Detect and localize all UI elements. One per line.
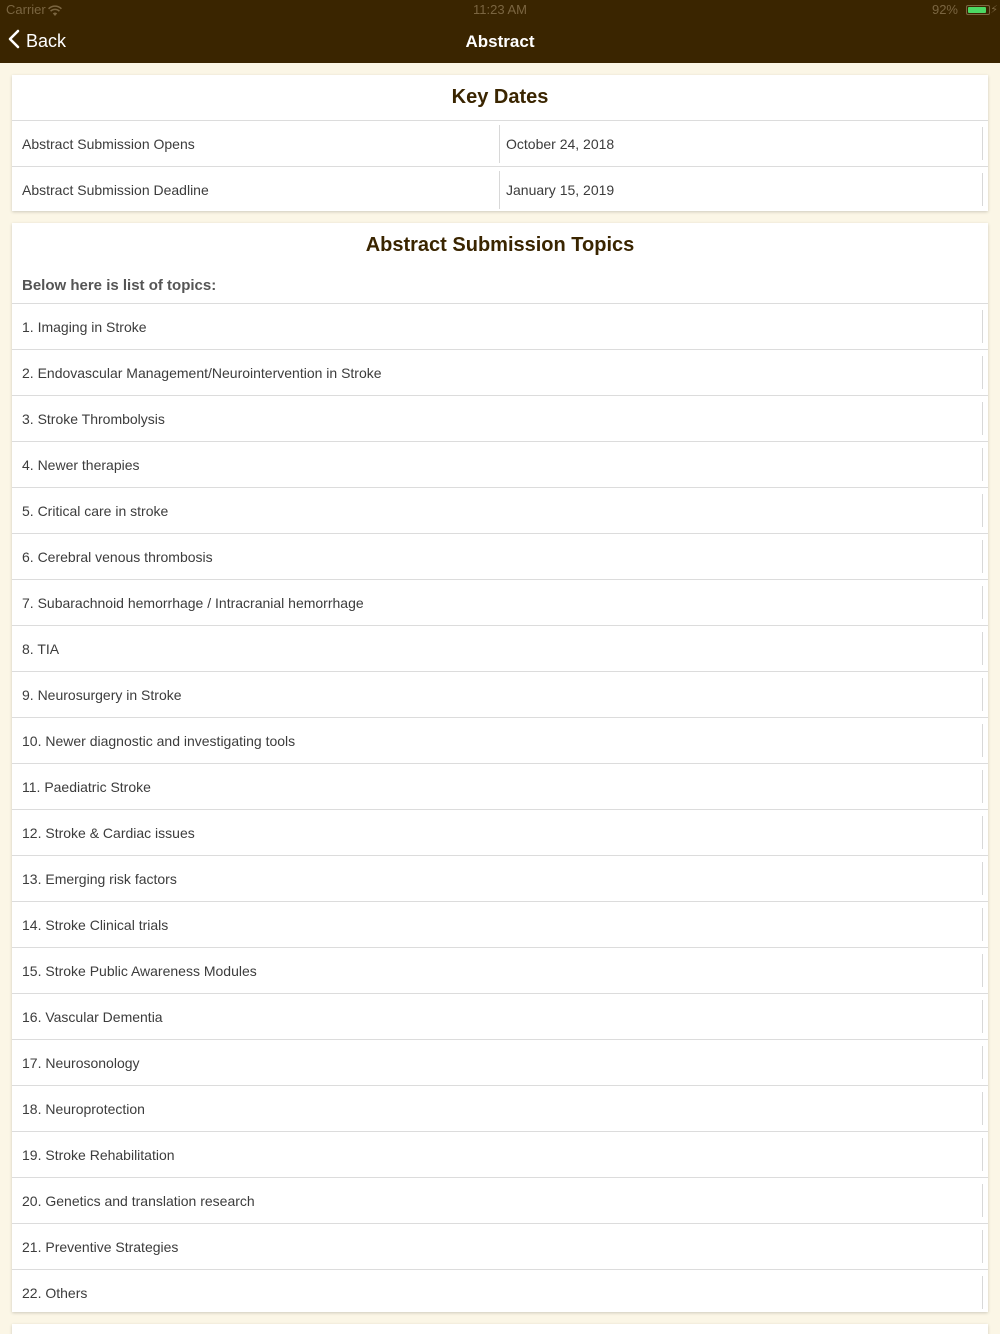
topic-label: 6. Cerebral venous thrombosis [22, 548, 213, 565]
row-divider [982, 448, 983, 481]
key-date-row [12, 166, 988, 212]
carrier-label: Carrier [6, 2, 46, 17]
topic-label: 14. Stroke Clinical trials [22, 916, 169, 933]
charging-icon: ⚡ [990, 4, 998, 16]
row-divider [982, 127, 983, 160]
topic-row [12, 579, 988, 625]
row-divider [982, 724, 983, 757]
key-date-label: Abstract Submission Opens [22, 135, 195, 152]
row-divider [982, 494, 983, 527]
topic-label: 11. Paediatric Stroke [22, 778, 151, 795]
topic-row [12, 901, 988, 947]
topic-label: 19. Stroke Rehabilitation [22, 1146, 175, 1163]
row-divider [982, 770, 983, 803]
row-divider [982, 310, 983, 343]
row-divider [982, 816, 983, 849]
topic-label: 3. Stroke Thrombolysis [22, 410, 165, 427]
topic-label: 13. Emerging risk factors [22, 870, 177, 887]
topics-heading: Abstract Submission Topics [365, 234, 635, 256]
row-divider [982, 1184, 983, 1217]
topic-label: 1. Imaging in Stroke [22, 318, 147, 335]
key-date-value: October 24, 2018 [499, 125, 614, 163]
key-date-label: Abstract Submission Deadline [22, 181, 209, 198]
row-divider [982, 862, 983, 895]
topic-label: 18. Neuroprotection [22, 1100, 145, 1117]
topic-label: 8. TIA [22, 640, 60, 657]
row-divider [982, 1046, 983, 1079]
row-divider [982, 586, 983, 619]
topic-row [12, 303, 988, 349]
topic-label: 15. Stroke Public Awareness Modules [22, 962, 257, 979]
topics-card [12, 223, 988, 1312]
row-divider [982, 356, 983, 389]
row-divider [982, 954, 983, 987]
row-divider [982, 1230, 983, 1263]
battery-percent: 92% [931, 2, 958, 17]
topic-label: 17. Neurosonology [22, 1054, 140, 1071]
topic-row [12, 441, 988, 487]
topic-row [12, 395, 988, 441]
topic-row [12, 1177, 988, 1223]
topic-row [12, 1269, 988, 1315]
row-divider [982, 540, 983, 573]
status-time: 11:23 AM [473, 2, 527, 17]
topic-row [12, 1085, 988, 1131]
topic-row [12, 947, 988, 993]
topic-label: 16. Vascular Dementia [22, 1008, 163, 1025]
topic-row [12, 717, 988, 763]
topic-label: 2. Endovascular Management/Neurointervention in Stroke [22, 364, 382, 381]
topic-row [12, 533, 988, 579]
topic-row [12, 671, 988, 717]
row-divider [982, 632, 983, 665]
topic-row [12, 1039, 988, 1085]
back-label: Back [26, 31, 67, 51]
topic-row [12, 993, 988, 1039]
row-divider [982, 1138, 983, 1171]
row-divider [982, 908, 983, 941]
topic-row [12, 809, 988, 855]
navigation-bar [0, 20, 1000, 63]
topic-row [12, 763, 988, 809]
page-title: Abstract [465, 32, 535, 51]
topic-row [12, 1223, 988, 1269]
topic-label: 22. Others [22, 1284, 88, 1301]
row-divider [982, 1276, 983, 1309]
topic-label: 10. Newer diagnostic and investigating tools [22, 732, 296, 749]
key-dates-heading: Key Dates [451, 86, 549, 108]
row-divider [982, 173, 983, 206]
row-divider [982, 402, 983, 435]
topic-label: 5. Critical care in stroke [22, 502, 169, 519]
key-dates-card [12, 75, 988, 211]
key-date-value: January 15, 2019 [499, 171, 614, 209]
key-date-row [12, 120, 988, 166]
topic-row [12, 349, 988, 395]
row-divider [982, 1092, 983, 1125]
topic-row [12, 625, 988, 671]
topic-label: 9. Neurosurgery in Stroke [22, 686, 182, 703]
battery-icon [966, 5, 990, 15]
topics-intro: Below here is list of topics: [22, 277, 217, 294]
next-card-edge [12, 1324, 988, 1334]
topic-row [12, 855, 988, 901]
topic-label: 12. Stroke & Cardiac issues [22, 824, 195, 841]
topic-row [12, 487, 988, 533]
topic-label: 7. Subarachnoid hemorrhage / Intracranial hemorrhage [22, 594, 364, 611]
status-bar [0, 0, 1000, 20]
topic-label: 20. Genetics and translation research [22, 1192, 255, 1209]
row-divider [982, 1000, 983, 1033]
topic-row [12, 1131, 988, 1177]
topic-label: 4. Newer therapies [22, 456, 140, 473]
topic-label: 21. Preventive Strategies [22, 1238, 179, 1255]
row-divider [982, 678, 983, 711]
